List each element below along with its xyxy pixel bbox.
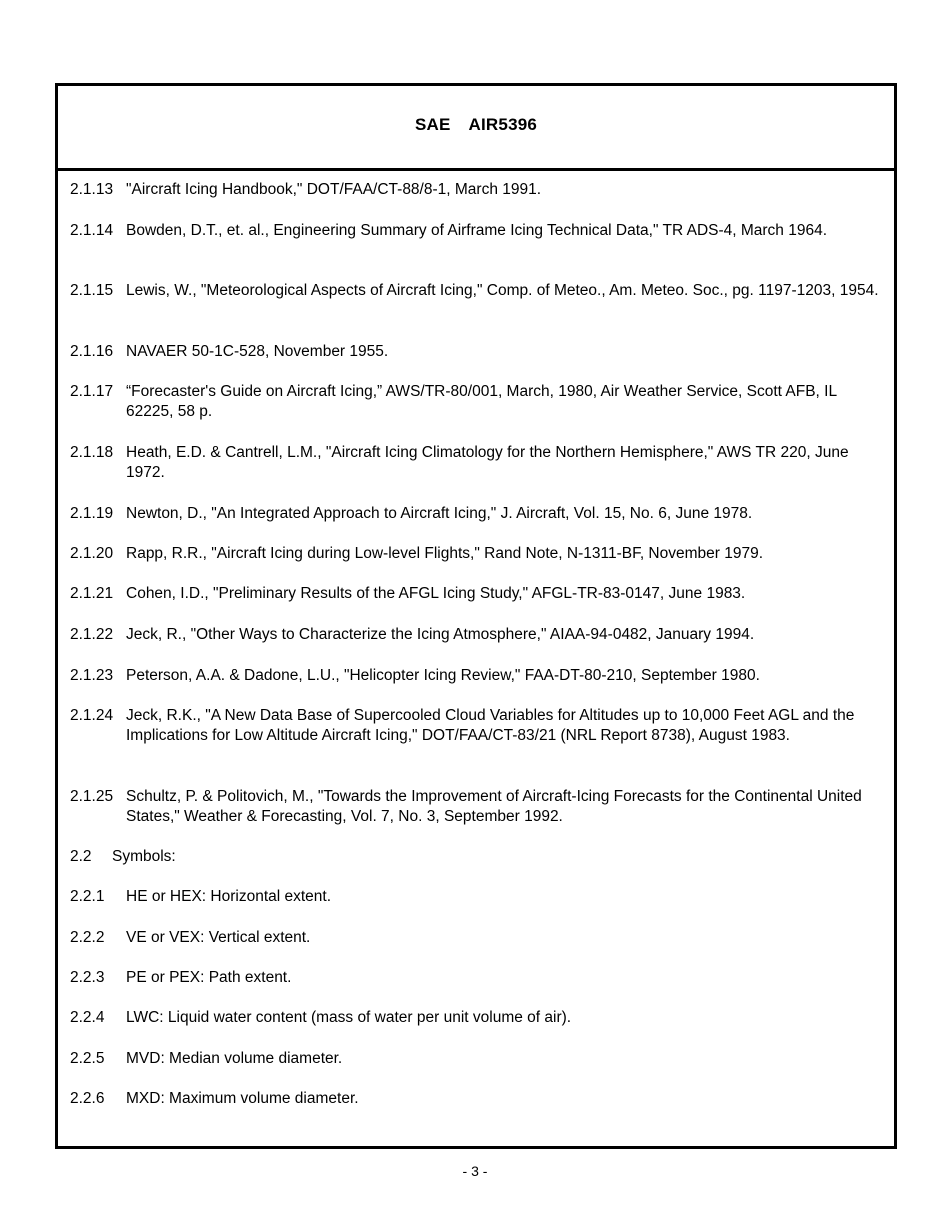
reference-text: Lewis, W., "Meteorological Aspects of Aircraft Icing," Comp. of Meteo., Am. Meteo. Soc., pg. 1197-1203, 1954. xyxy=(126,282,879,299)
symbol-item xyxy=(70,887,331,907)
reference-item xyxy=(70,221,880,241)
symbol-item xyxy=(70,1089,359,1109)
symbol-definition: PE or PEX: Path extent. xyxy=(126,969,292,986)
reference-item xyxy=(70,504,880,524)
reference-item xyxy=(70,706,880,746)
reference-number: 2.1.25 xyxy=(70,788,114,805)
reference-item xyxy=(70,342,880,362)
page-number: - 3 - xyxy=(462,1163,488,1179)
symbol-number: 2.2.3 xyxy=(70,969,105,986)
reference-number: 2.1.19 xyxy=(70,505,114,522)
reference-text: “Forecaster's Guide on Aircraft Icing,” AWS/TR-80/001, March, 1980, Air Weather Service, Scott AFB, IL 62225, 58 p. xyxy=(126,383,837,420)
header-org: SAE xyxy=(414,115,451,134)
symbol-number: 2.2.6 xyxy=(70,1090,105,1107)
reference-text: Schultz, P. & Politovich, M., "Towards the Improvement of Aircraft-Icing Forecasts for the Continental United States," Weather & Forecasting, Vol. 7, No. 3, September 1992. xyxy=(126,788,862,825)
symbol-number: 2.2.2 xyxy=(70,929,105,946)
reference-number: 2.1.18 xyxy=(70,444,114,461)
reference-text: NAVAER 50-1C-528, November 1955. xyxy=(126,343,389,360)
reference-text: Heath, E.D. & Cantrell, L.M., "Aircraft Icing Climatology for the Northern Hemisphere," AWS TR 220, June 1972. xyxy=(126,444,849,481)
symbols-heading xyxy=(70,847,176,867)
reference-item xyxy=(70,544,880,564)
reference-number: 2.1.22 xyxy=(70,626,114,643)
reference-item xyxy=(70,382,880,422)
reference-item xyxy=(70,180,880,200)
reference-text: "Aircraft Icing Handbook," DOT/FAA/CT-88/8-1, March 1991. xyxy=(126,181,542,198)
section-number: 2.2 xyxy=(70,848,92,865)
symbol-item xyxy=(70,968,291,988)
symbol-definition: MXD: Maximum volume diameter. xyxy=(126,1090,359,1107)
reference-item xyxy=(70,625,880,645)
page-frame xyxy=(55,83,897,1149)
symbol-number: 2.2.4 xyxy=(70,1009,105,1026)
document-header xyxy=(58,86,894,171)
section-label: Symbols: xyxy=(112,848,176,865)
reference-number: 2.1.16 xyxy=(70,343,114,360)
reference-number: 2.1.15 xyxy=(70,282,114,299)
reference-text: Bowden, D.T., et. al., Engineering Summary of Airframe Icing Technical Data," TR ADS-4, March 1964. xyxy=(126,222,828,239)
reference-text: Jeck, R., "Other Ways to Characterize the Icing Atmosphere," AIAA-94-0482, January 1994. xyxy=(126,626,755,643)
reference-text: Jeck, R.K., "A New Data Base of Supercooled Cloud Variables for Altitudes up to 10,000 Feet AGL and the Implications for Low Altitude Aircraft Icing," DOT/FAA/CT-83/21 (NRL Report 8738), August 1983. xyxy=(126,707,855,744)
reference-number: 2.1.24 xyxy=(70,707,114,724)
reference-text: Newton, D., "An Integrated Approach to Aircraft Icing," J. Aircraft, Vol. 15, No. 6, June 1978. xyxy=(126,505,753,522)
symbol-item xyxy=(70,1049,342,1069)
header-title xyxy=(58,115,894,135)
reference-text: Peterson, A.A. & Dadone, L.U., "Helicopter Icing Review," FAA-DT-80-210, September 1980. xyxy=(126,667,760,684)
reference-number: 2.1.14 xyxy=(70,222,114,239)
reference-number: 2.1.21 xyxy=(70,585,114,602)
symbol-definition: HE or HEX: Horizontal extent. xyxy=(126,888,332,905)
symbol-definition: MVD: Median volume diameter. xyxy=(126,1050,343,1067)
reference-number: 2.1.20 xyxy=(70,545,114,562)
symbol-item xyxy=(70,928,310,948)
reference-item xyxy=(70,281,880,301)
reference-item xyxy=(70,787,880,827)
reference-number: 2.1.17 xyxy=(70,383,114,400)
reference-item xyxy=(70,584,880,604)
symbol-number: 2.2.1 xyxy=(70,888,105,905)
reference-item xyxy=(70,666,880,686)
symbol-definition: LWC: Liquid water content (mass of water per unit volume of air). xyxy=(126,1009,572,1026)
reference-number: 2.1.23 xyxy=(70,667,114,684)
symbol-number: 2.2.5 xyxy=(70,1050,105,1067)
reference-text: Cohen, I.D., "Preliminary Results of the AFGL Icing Study," AFGL-TR-83-0147, June 1983. xyxy=(126,585,746,602)
reference-item xyxy=(70,443,880,483)
reference-text: Rapp, R.R., "Aircraft Icing during Low-level Flights," Rand Note, N-1311-BF, November 1979. xyxy=(126,545,764,562)
reference-number: 2.1.13 xyxy=(70,181,114,198)
symbol-definition: VE or VEX: Vertical extent. xyxy=(126,929,311,946)
symbol-item xyxy=(70,1008,571,1028)
header-doc-id: AIR5396 xyxy=(468,115,538,134)
